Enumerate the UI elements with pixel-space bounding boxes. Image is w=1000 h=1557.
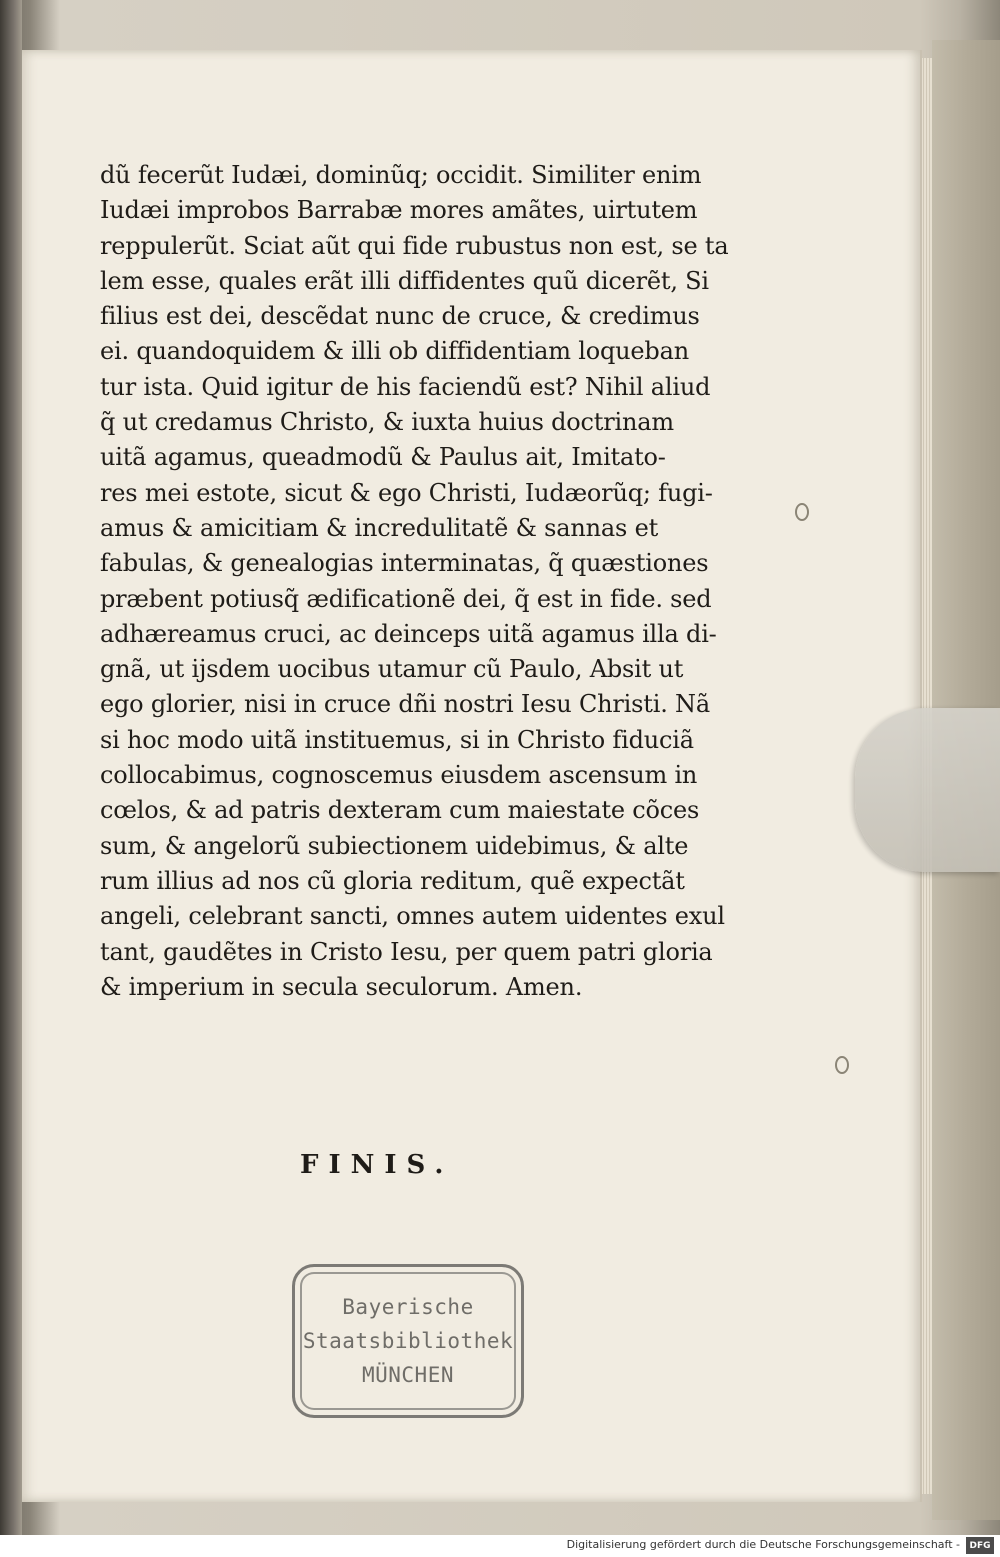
footer-bar bbox=[0, 1535, 1000, 1557]
book-spine bbox=[0, 0, 22, 1535]
page-clip bbox=[855, 708, 1000, 872]
text-line: ego glorier, nisi in cruce dñi nostri Iesu Christi. Nã bbox=[100, 690, 710, 719]
text-line: filius est dei, descẽdat nunc de cruce, & credimus bbox=[100, 302, 700, 331]
finis-heading: FINIS. bbox=[300, 1150, 454, 1180]
text-line: adhæreamus cruci, ac deinceps uitã agamus illa di- bbox=[100, 619, 717, 648]
text-line: præbent potiusq̃ ædificationẽ dei, q̃ est in fide. sed bbox=[100, 584, 712, 613]
binding-hole-icon bbox=[835, 1056, 849, 1074]
text-line: sum, & angelorũ subiectionem uidebimus, & alte bbox=[100, 831, 689, 860]
text-line: fabulas, & genealogias interminatas, q̃ quæstiones bbox=[100, 549, 709, 578]
text-line: q̃ ut credamus Christo, & iuxta huius doctrinam bbox=[100, 408, 674, 437]
library-stamp bbox=[292, 1264, 524, 1418]
text-line: res mei estote, sicut & ego Christi, Iudæorũq; fugi- bbox=[100, 478, 713, 507]
text-line: ei. quandoquidem & illi ob diffidentiam loqueban bbox=[100, 337, 689, 366]
text-line: amus & amicitiam & incredulitatẽ & sannas et bbox=[100, 513, 659, 542]
text-line: reppulerũt. Sciat aũt qui fide rubustus non est, se ta bbox=[100, 231, 729, 260]
text-line: & imperium in secula seculorum. Amen. bbox=[100, 972, 583, 1001]
page-text bbox=[100, 158, 745, 1005]
text-line: Iudæi improbos Barrabæ mores amãtes, uirtutem bbox=[100, 196, 698, 225]
text-line: si hoc modo uitã instituemus, si in Christo fiduciã bbox=[100, 725, 694, 754]
text-line: lem esse, quales erãt illi diffidentes quũ dicerẽt, Si bbox=[100, 266, 709, 295]
text-line: collocabimus, cognoscemus eiusdem ascensum in bbox=[100, 761, 698, 790]
text-line: angeli, celebrant sancti, omnes autem uidentes exul bbox=[100, 902, 725, 931]
text-line: tant, gaudẽtes in Cristo Iesu, per quem patri gloria bbox=[100, 937, 713, 966]
stamp-line: Bayerische bbox=[342, 1295, 474, 1319]
text-line: dũ fecerũt Iudæi, dominũq; occidit. Similiter enim bbox=[100, 161, 702, 189]
text-line: cœlos, & ad patris dexteram cum maiestate cõces bbox=[100, 796, 700, 825]
text-line: uitã agamus, queadmodũ & Paulus ait, Imitato- bbox=[100, 443, 666, 472]
binding-hole-icon bbox=[795, 503, 809, 521]
footer-credit: Digitalisierung gefördert durch die Deutsche Forschungsgemeinschaft - bbox=[566, 1538, 960, 1551]
text-line: rum illius ad nos cũ gloria reditum, quẽ expectãt bbox=[100, 866, 685, 895]
text-line: tur ista. Quid igitur de his faciendũ est? Nihil aliud bbox=[100, 372, 711, 401]
text-line: gnã, ut ijsdem uocibus utamur cũ Paulo, Absit ut bbox=[100, 655, 684, 684]
stamp-line: MÜNCHEN bbox=[361, 1363, 454, 1387]
dfg-logo-icon: DFG bbox=[966, 1537, 994, 1554]
stamp-line: Staatsbibliothek bbox=[302, 1329, 514, 1353]
